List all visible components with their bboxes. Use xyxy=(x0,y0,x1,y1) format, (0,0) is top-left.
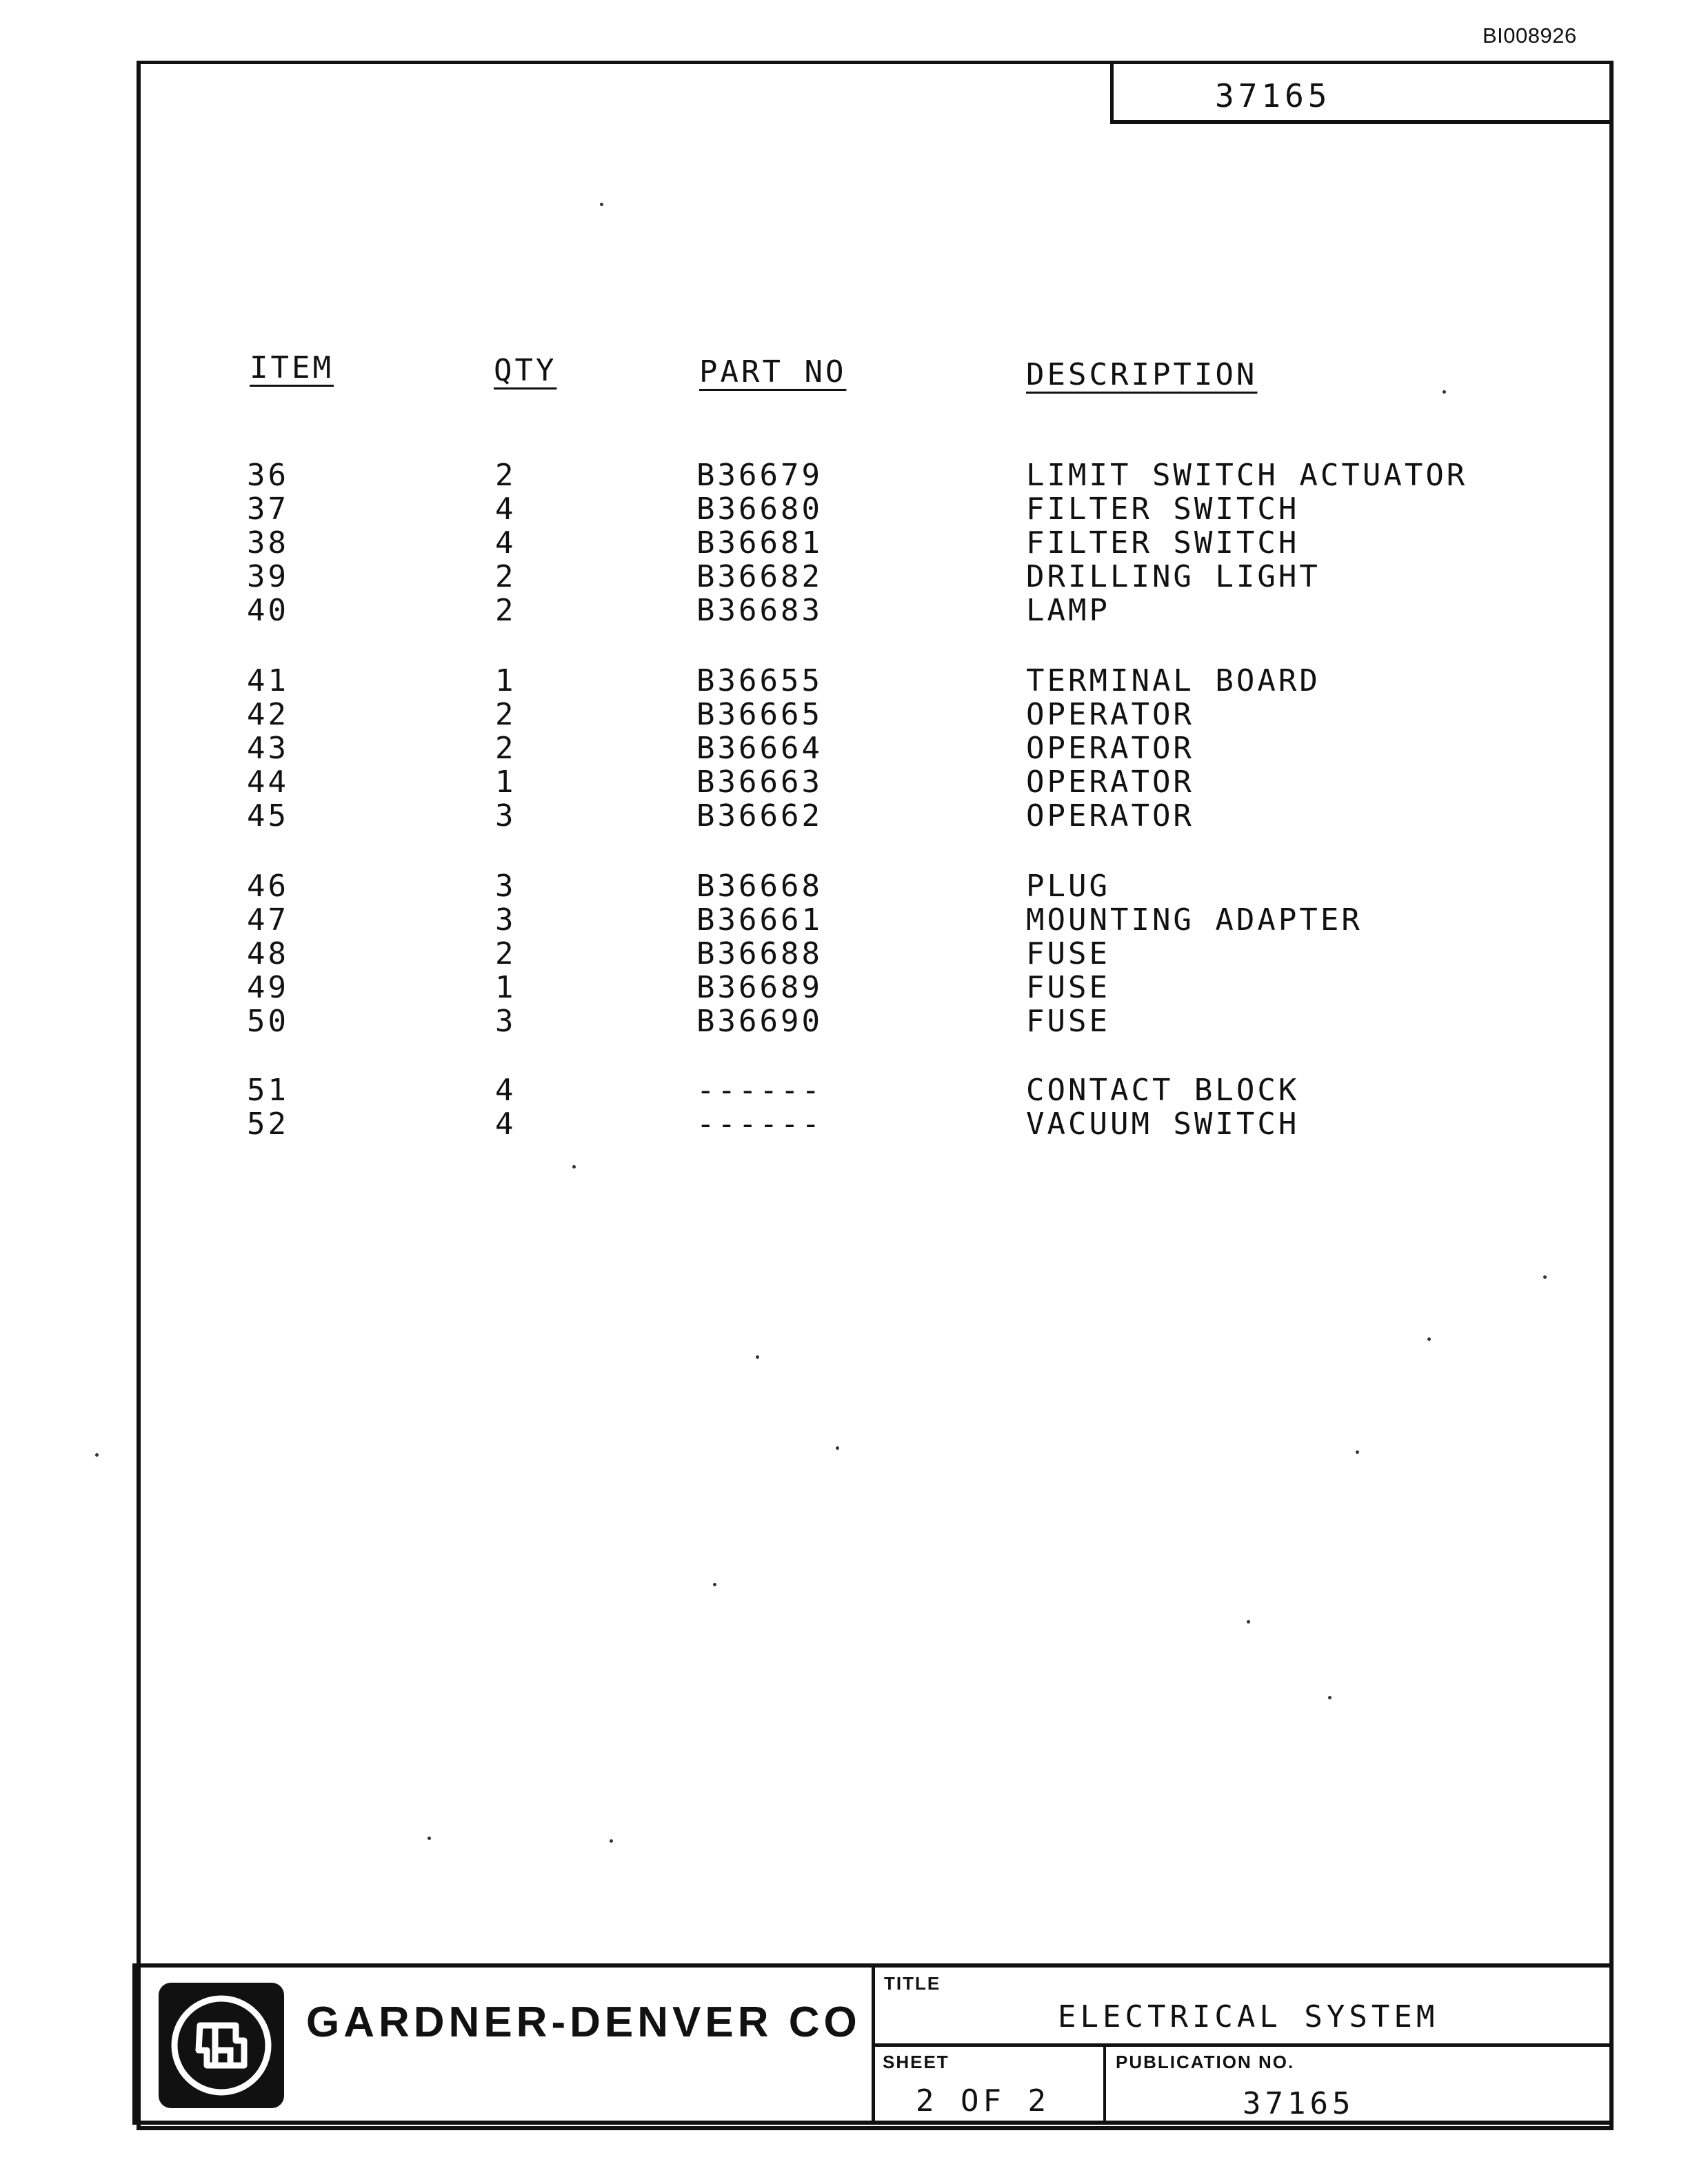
item-number: 48 xyxy=(247,936,289,971)
part-number: B36664 xyxy=(696,731,823,766)
sheet-number: 2 OF 2 xyxy=(916,2083,1050,2119)
quantity: 2 xyxy=(495,697,516,732)
table-row xyxy=(0,458,1688,492)
part-description: LAMP xyxy=(1026,593,1110,628)
part-number: ------ xyxy=(696,1106,823,1142)
part-description: MOUNTING ADAPTER xyxy=(1026,902,1363,938)
part-description: FUSE xyxy=(1026,970,1110,1005)
quantity: 1 xyxy=(495,663,516,698)
item-number: 43 xyxy=(247,731,289,766)
column-header-description: DESCRIPTION xyxy=(1026,357,1258,392)
column-header-part-no: PART NO xyxy=(699,354,847,390)
table-row xyxy=(0,1106,1688,1141)
quantity: 3 xyxy=(495,902,516,938)
quantity: 1 xyxy=(495,765,516,800)
part-number: B36661 xyxy=(696,902,823,938)
part-description: CONTACT BLOCK xyxy=(1026,1073,1300,1108)
part-description: FILTER SWITCH xyxy=(1026,492,1300,527)
quantity: 1 xyxy=(495,970,516,1005)
part-number: ------ xyxy=(696,1073,823,1108)
quantity: 3 xyxy=(495,869,516,904)
title-block-left-rule xyxy=(132,1963,137,2125)
item-number: 40 xyxy=(247,593,289,628)
item-number: 52 xyxy=(247,1106,289,1142)
part-description: VACUUM SWITCH xyxy=(1026,1106,1300,1142)
title-label: TITLE xyxy=(884,1973,941,1994)
title-block-mid-rule xyxy=(872,2043,1614,2047)
scan-speck xyxy=(1247,1620,1250,1624)
table-row xyxy=(0,869,1688,903)
part-number: B36662 xyxy=(696,798,823,833)
part-number: B36668 xyxy=(696,869,823,904)
scan-speck xyxy=(1427,1337,1431,1341)
table-row xyxy=(0,936,1688,971)
part-description: FUSE xyxy=(1026,1004,1110,1039)
scan-speck xyxy=(836,1446,839,1450)
part-description: OPERATOR xyxy=(1026,731,1194,766)
table-row xyxy=(0,1073,1688,1107)
scan-speck xyxy=(1356,1450,1359,1454)
table-row xyxy=(0,902,1688,937)
item-number: 51 xyxy=(247,1073,289,1108)
item-number: 49 xyxy=(247,970,289,1005)
scan-speck xyxy=(1443,390,1446,394)
part-number: B36688 xyxy=(696,936,823,971)
item-number: 39 xyxy=(247,559,289,594)
quantity: 2 xyxy=(495,458,516,493)
top-number: 37165 xyxy=(1215,77,1332,114)
quantity: 4 xyxy=(495,1106,516,1142)
table-row xyxy=(0,731,1688,765)
part-description: OPERATOR xyxy=(1026,798,1194,833)
item-number: 50 xyxy=(247,1004,289,1039)
scan-speck xyxy=(428,1837,431,1840)
part-description: OPERATOR xyxy=(1026,765,1194,800)
table-row xyxy=(0,1004,1688,1038)
table-row xyxy=(0,525,1688,560)
quantity: 3 xyxy=(495,1004,516,1039)
company-name: GARDNER-DENVER CO xyxy=(306,1999,861,2046)
part-number: B36683 xyxy=(696,593,823,628)
item-number: 45 xyxy=(247,798,289,833)
quantity: 2 xyxy=(495,936,516,971)
scan-speck xyxy=(1328,1696,1332,1699)
top-number-box xyxy=(1110,63,1614,124)
item-number: 47 xyxy=(247,902,289,938)
table-row xyxy=(0,492,1688,526)
part-number: B36663 xyxy=(696,765,823,800)
part-description: FILTER SWITCH xyxy=(1026,525,1300,560)
item-number: 46 xyxy=(247,869,289,904)
part-description: TERMINAL BOARD xyxy=(1026,663,1320,698)
scan-speck xyxy=(610,1839,613,1843)
table-row xyxy=(0,593,1688,627)
document-id: BI008926 xyxy=(1483,23,1577,48)
part-description: FUSE xyxy=(1026,936,1110,971)
publication-label: PUBLICATION NO. xyxy=(1116,2052,1295,2072)
part-number: B36681 xyxy=(696,525,823,560)
part-number: B36679 xyxy=(696,458,823,493)
part-number: B36690 xyxy=(696,1004,823,1039)
scan-speck xyxy=(572,1165,576,1169)
sheet-label: SHEET xyxy=(883,2052,950,2072)
quantity: 4 xyxy=(495,492,516,527)
quantity: 2 xyxy=(495,559,516,594)
company-logo-icon xyxy=(159,1983,284,2108)
part-description: OPERATOR xyxy=(1026,697,1194,732)
quantity: 2 xyxy=(495,593,516,628)
scan-speck xyxy=(95,1453,99,1457)
part-description: DRILLING LIGHT xyxy=(1026,559,1320,594)
quantity: 2 xyxy=(495,731,516,766)
item-number: 38 xyxy=(247,525,289,560)
item-number: 36 xyxy=(247,458,289,493)
part-number: B36682 xyxy=(696,559,823,594)
part-number: B36689 xyxy=(696,970,823,1005)
scan-speck xyxy=(600,203,603,206)
quantity: 3 xyxy=(495,798,516,833)
table-row xyxy=(0,559,1688,594)
part-number: B36680 xyxy=(696,492,823,527)
column-header-item: ITEM xyxy=(250,350,334,385)
table-row xyxy=(0,970,1688,1004)
item-number: 37 xyxy=(247,492,289,527)
part-number: B36665 xyxy=(696,697,823,732)
item-number: 44 xyxy=(247,765,289,800)
table-row xyxy=(0,663,1688,698)
column-header-qty: QTY xyxy=(494,353,557,388)
item-number: 42 xyxy=(247,697,289,732)
publication-number: 37165 xyxy=(1243,2086,1355,2121)
drawing-title: ELECTRICAL SYSTEM xyxy=(1058,1999,1439,2034)
scan-speck xyxy=(713,1583,716,1586)
scan-speck xyxy=(1543,1275,1547,1279)
table-row xyxy=(0,798,1688,833)
scan-speck xyxy=(756,1355,759,1359)
quantity: 4 xyxy=(495,525,516,560)
part-number: B36655 xyxy=(696,663,823,698)
table-row xyxy=(0,765,1688,799)
quantity: 4 xyxy=(495,1073,516,1108)
part-description: PLUG xyxy=(1026,869,1110,904)
part-description: LIMIT SWITCH ACTUATOR xyxy=(1026,458,1468,493)
title-block-sheet-divider xyxy=(1103,2043,1106,2123)
item-number: 41 xyxy=(247,663,289,698)
table-row xyxy=(0,697,1688,731)
